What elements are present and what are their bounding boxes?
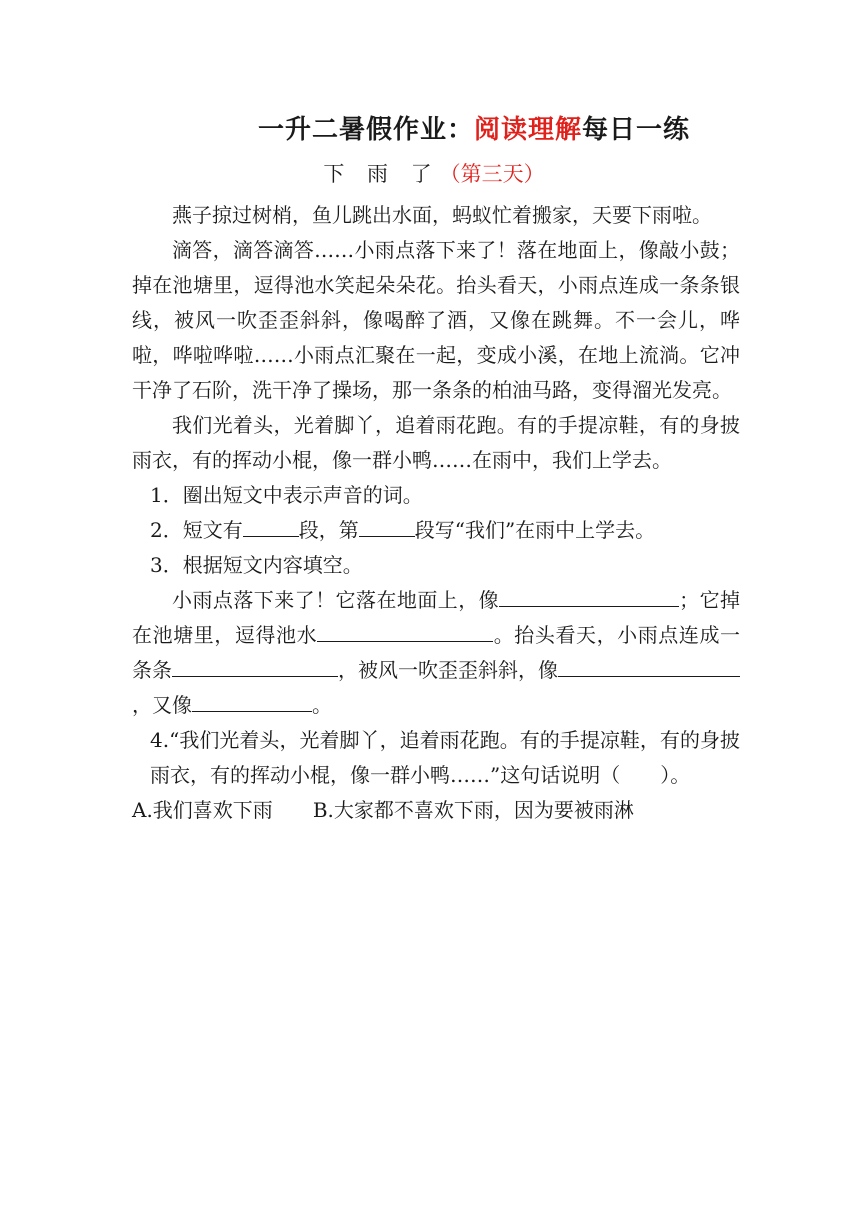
fill-text-a: 小雨点落下来了！它落在地面上，像 <box>172 588 500 612</box>
question-2-text-b: 段，第 <box>298 518 359 542</box>
worksheet-body <box>132 198 740 828</box>
answer-blank-like-2[interactable] <box>192 689 312 712</box>
fill-text-b: ；它掉在池塘里，逗得池水 <box>132 588 741 647</box>
option-b[interactable]: B.大家都不喜欢下雨，因为要被雨淋 <box>312 798 634 822</box>
question-3: 3．根据短文内容填空。 <box>150 553 363 577</box>
passage-title-main: 下 雨 了 <box>323 162 440 186</box>
option-a[interactable]: A.我们喜欢下雨 <box>132 798 273 822</box>
question-2 <box>132 513 740 548</box>
answer-blank-lines[interactable] <box>172 654 338 677</box>
fill-text-d: ，被风一吹歪歪斜斜，像 <box>338 658 558 682</box>
question-4-options <box>132 793 740 828</box>
passage-day-label: （第三天） <box>439 162 545 186</box>
question-4: 4.“我们光着头，光着脚丫，追着雨花跑。有的手提凉鞋，有的身披雨衣，有的挥动小棍，像一群小鸭……”这句话说明（ ）。 <box>150 728 740 787</box>
title-highlight: 阅读理解 <box>473 115 582 145</box>
passage-title <box>0 160 868 188</box>
passage-paragraph-2: 滴答，滴答滴答……小雨点落下来了！落在地面上，像敲小鼓；掉在池塘里，逗得池水笑起朵朵花。抬头看天，小雨点连成一条条银线，被风一吹歪歪斜斜，像喝醉了酒，又像在跳舞。不一会儿，哗啦，哗啦哗啦……小雨点汇聚在一起，变成小溪，在地上流淌。它冲干净了石阶，洗干净了操场，那一条条的柏油马路，变得溜光发亮。 <box>132 238 740 402</box>
passage-paragraph-1: 燕子掠过树梢，鱼儿跳出水面，蚂蚁忙着搬家，天要下雨啦。 <box>172 203 712 227</box>
fill-text-e: ，又像 <box>132 693 192 717</box>
question-1: 1．圈出短文中表示声音的词。 <box>150 483 423 507</box>
passage-paragraph-3: 我们光着头，光着脚丫，追着雨花跑。有的手提凉鞋，有的身披雨衣，有的挥动小棍，像一群小鸭……在雨中，我们上学去。 <box>132 413 740 472</box>
answer-blank-ground[interactable] <box>499 584 679 607</box>
answer-blank-pond[interactable] <box>317 619 493 642</box>
title-part1: 一升二暑假作业： <box>257 115 474 145</box>
question-2-text-c: 段写“我们”在雨中上学去。 <box>414 518 656 542</box>
fill-in-passage <box>132 583 740 723</box>
answer-blank-paragraph-number[interactable] <box>359 514 415 537</box>
question-2-text-a: 2．短文有 <box>150 518 243 542</box>
fill-text-c: 。抬头看天，小雨点连成一条条 <box>132 623 741 682</box>
fill-text-f: 。 <box>312 693 332 717</box>
title-part3: 每日一练 <box>582 115 691 145</box>
page-title <box>0 112 868 148</box>
answer-blank-paragraph-count[interactable] <box>243 514 299 537</box>
answer-blank-like-1[interactable] <box>558 654 740 677</box>
